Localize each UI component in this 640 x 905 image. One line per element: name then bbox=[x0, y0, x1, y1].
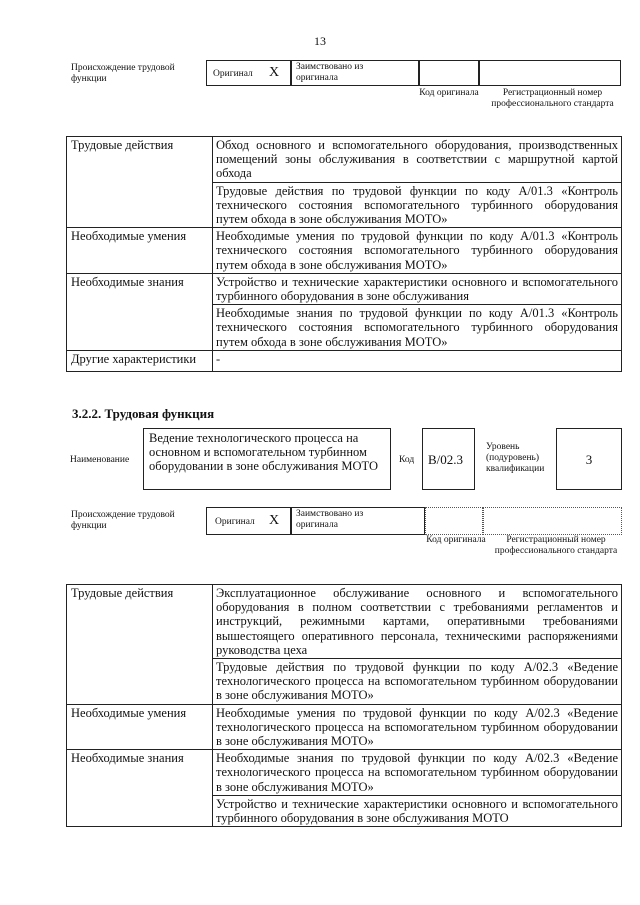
table-row bbox=[67, 585, 622, 659]
original-label: Оригинал bbox=[215, 517, 255, 527]
requirements-table-2 bbox=[66, 584, 622, 827]
row-text: Трудовые действия по трудовой функции по коду A/02.3 «Ведение технологического процесса на вспомогательном турбинном оборудовании в зоне обслуживания МОТО» bbox=[213, 659, 622, 705]
table-row bbox=[67, 228, 622, 274]
table-row bbox=[67, 273, 622, 304]
row-label: Необходимые знания bbox=[67, 273, 213, 350]
original-cell bbox=[206, 507, 291, 535]
name-value: Ведение технологического процесса на основном и вспомогательном турбинном оборудовании в зоне обслуживания МОТО bbox=[143, 428, 391, 490]
row-text: - bbox=[213, 350, 622, 371]
row-text: Необходимые знания по трудовой функции по коду A/01.3 «Контроль технического состояния вспомогательного турбинного оборудования путем обхода в зоне обслуживания МОТО» bbox=[213, 305, 622, 351]
code-original-caption: Код оригинала bbox=[426, 535, 486, 545]
origin-label: Происхождение трудовой функции bbox=[71, 510, 175, 531]
reg-number-cell bbox=[479, 60, 621, 86]
table-row bbox=[67, 750, 622, 796]
name-label: Наименование bbox=[70, 455, 130, 465]
code-original-cell bbox=[425, 507, 483, 535]
origin-label: Происхождение трудовой функции bbox=[71, 63, 175, 84]
row-text: Необходимые умения по трудовой функции по коду A/01.3 «Контроль технического состояния вспомогательного турбинного оборудования путем обхода в зоне обслуживания МОТО» bbox=[213, 228, 622, 274]
code-value-cell bbox=[422, 428, 475, 490]
original-cell bbox=[206, 60, 291, 86]
section-heading: 3.2.2. Трудовая функция bbox=[72, 406, 215, 421]
reg-number-cell bbox=[483, 507, 622, 535]
table-row bbox=[67, 137, 622, 183]
original-mark: X bbox=[269, 513, 280, 528]
requirements-table-1 bbox=[66, 136, 622, 372]
row-label: Необходимые умения bbox=[67, 228, 213, 274]
row-label: Трудовые действия bbox=[67, 585, 213, 705]
page-number: 13 bbox=[314, 34, 326, 48]
row-text: Обход основного и вспомогательного оборудования, производственных помещений зоны обслуживания в соответствии с маршрутной картой обхода bbox=[213, 137, 622, 183]
row-text: Необходимые знания по трудовой функции по коду A/02.3 «Ведение технологического процесса на вспомогательном турбинном оборудовании в зоне обслуживания МОТО» bbox=[213, 750, 622, 796]
reg-number-caption: Регистрационный номер профессионального стандарта bbox=[491, 88, 614, 109]
original-label: Оригинал bbox=[213, 69, 253, 79]
code-original-caption: Код оригинала bbox=[419, 88, 479, 98]
borrowed-label: Заимствовано из оригинала bbox=[296, 62, 364, 83]
row-text: Трудовые действия по трудовой функции по коду A/01.3 «Контроль технического состояния вспомогательного турбинного оборудования путем обхода в зоне обслуживания МОТО» bbox=[213, 182, 622, 228]
row-text: Необходимые умения по трудовой функции по коду A/02.3 «Ведение технологического процесса на вспомогательном турбинном оборудовании в зоне обслуживания МОТО» bbox=[213, 704, 622, 750]
row-text: Устройство и технические характеристики основного и вспомогательного турбинного оборудования в зоне обслуживания МОТО bbox=[213, 795, 622, 826]
row-label: Необходимые знания bbox=[67, 750, 213, 827]
borrowed-label: Заимствовано из оригинала bbox=[296, 509, 364, 530]
reg-number-caption: Регистрационный номер профессионального стандарта bbox=[494, 535, 618, 556]
table-row bbox=[67, 350, 622, 371]
row-label: Трудовые действия bbox=[67, 137, 213, 228]
level-value: 3 bbox=[585, 452, 593, 467]
row-text: Устройство и технические характеристики основного и вспомогательного турбинного оборудования в зоне обслуживания bbox=[213, 273, 622, 304]
row-label: Необходимые умения bbox=[67, 704, 213, 750]
borrowed-cell bbox=[291, 60, 419, 86]
code-label: Код bbox=[399, 455, 415, 465]
code-value: B/02.3 bbox=[428, 452, 464, 467]
level-label: Уровень (подуровень) квалификации bbox=[486, 442, 545, 474]
table-row bbox=[67, 704, 622, 750]
level-value-cell bbox=[556, 428, 622, 490]
code-original-cell bbox=[419, 60, 479, 86]
row-label: Другие характеристики bbox=[67, 350, 213, 371]
row-text: Эксплуатационное обслуживание основного и вспомогательного оборудования в полном соответствии с требованиями регламентов и инструкций, режимными картами, оперативными требованиями вышестоящего оперативного персонала, техническими распоряжениями руководства цеха bbox=[213, 585, 622, 659]
borrowed-cell bbox=[291, 507, 425, 535]
original-mark: X bbox=[269, 65, 280, 80]
